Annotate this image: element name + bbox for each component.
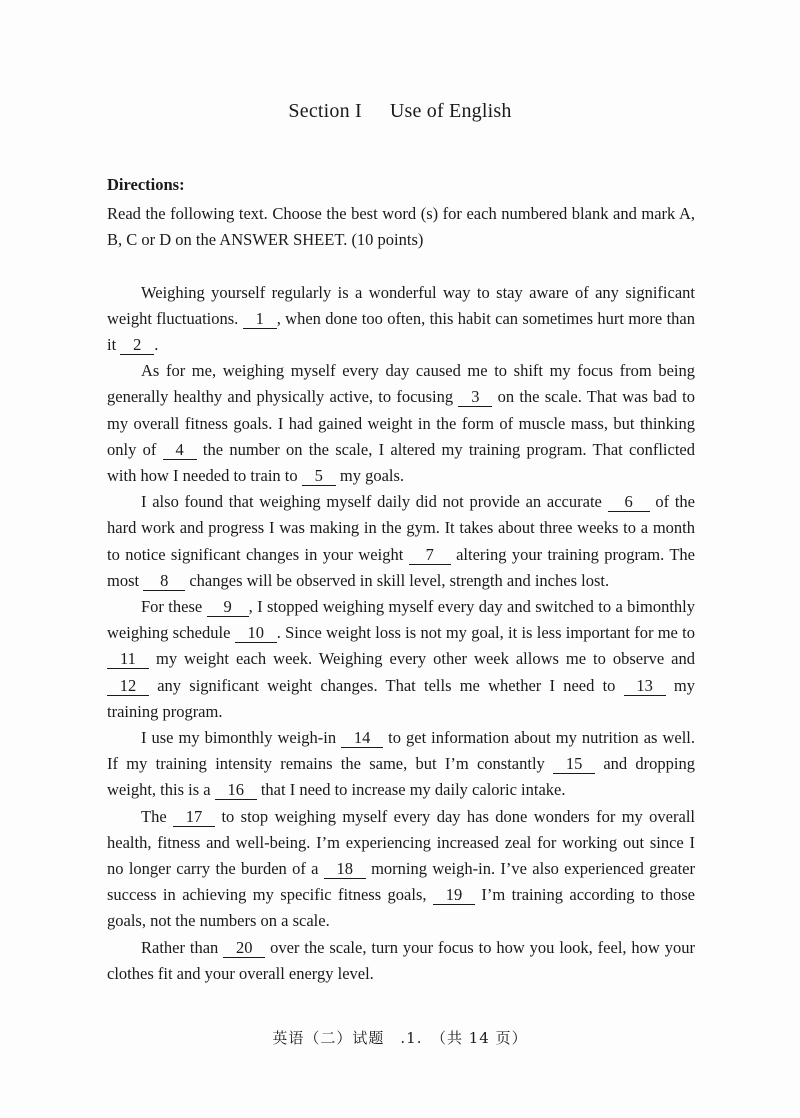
page-footer: 英语（二）试题 .1. （共 14 页） — [272, 1029, 528, 1047]
blank-20: 20 — [223, 939, 265, 958]
blank-12: 12 — [107, 677, 149, 696]
blank-7: 7 — [409, 546, 451, 565]
passage-paragraph-3 — [107, 489, 695, 594]
passage-text: altering your training program. The most — [107, 544, 695, 590]
blank-13: 13 — [624, 677, 666, 696]
blank-8: 8 — [143, 572, 185, 591]
passage-text: morning weigh-in. I’ve also experienced greater success in achieving my specific fitness goals, — [107, 859, 695, 905]
passage-paragraph-5 — [107, 725, 695, 804]
blank-9: 9 — [207, 598, 249, 617]
passage-text: any significant weight changes. That tells me whether I need to — [149, 675, 624, 695]
section-heading — [0, 100, 800, 123]
passage-text: Weighing yourself regularly is a wonderful way to stay aware of any significant weight fluctuations. — [107, 282, 695, 328]
passage-text: my goals. — [335, 466, 405, 486]
passage-text: to get information about my nutrition as well. If my training intensity remains the same, but I’m constantly — [107, 728, 695, 774]
section-name: Use of English — [389, 100, 512, 122]
passage-text: and dropping weight, this is a — [107, 754, 696, 800]
passage-text: changes will be observed in skill level, strength and inches lost. — [185, 570, 610, 590]
passage-text: on the scale. That was bad to my overall fitness goals. I had gained weight in the form of muscle mass, but thinking only of — [107, 387, 695, 459]
blank-4: 4 — [163, 441, 197, 460]
passage-text: the number on the scale, I altered my training program. That conflicted with how I needed to train to — [107, 439, 695, 486]
blank-5: 5 — [302, 467, 336, 486]
directions-label: Directions: — [107, 175, 185, 194]
blank-15: 15 — [553, 755, 595, 774]
passage-text: I also found that weighing myself daily did not provide an accurate — [141, 492, 608, 512]
passage-text: , I stopped weighing myself every day and switched to a bimonthly weighing schedule — [107, 597, 695, 643]
passage-text: of the hard work and progress I was making in the gym. It takes about three weeks to a month to notice significant changes in your weight — [107, 492, 695, 564]
exam-content — [107, 172, 695, 987]
passage-text: The — [141, 806, 174, 826]
blank-10: 10 — [235, 624, 277, 643]
blank-17: 17 — [173, 808, 215, 827]
passage-text: to stop weighing myself every day has done wonders for my overall health, fitness and well-being. I’m experiencing increased zeal for working out since I no longer carry the burden of a — [107, 806, 695, 879]
cloze-passage — [107, 280, 695, 987]
passage-text: . — [154, 335, 159, 355]
directions-text: Read the following text. Choose the best word (s) for each numbered blank and mark A, B, C or D on the ANSWER SHEET. (10 points) — [107, 204, 695, 250]
passage-text: Rather than — [141, 937, 224, 957]
passage-text: my weight each week. Weighing every other week allows me to observe and — [149, 649, 695, 669]
blank-18: 18 — [324, 860, 366, 879]
passage-text: For these — [141, 597, 207, 617]
passage-paragraph-7 — [107, 935, 695, 987]
blank-14: 14 — [341, 729, 383, 748]
blank-11: 11 — [107, 650, 149, 669]
passage-paragraph-4 — [107, 594, 695, 725]
section-number: Section I — [288, 100, 362, 122]
passage-text: I use my bimonthly weigh-in — [141, 728, 342, 748]
passage-text: I’m training according to those goals, not the numbers on a scale. — [107, 885, 695, 931]
passage-text: . Since weight loss is not my goal, it is less important for me to — [276, 623, 695, 643]
passage-text: that I need to increase my daily caloric intake. — [256, 780, 566, 800]
blank-3: 3 — [458, 388, 492, 407]
passage-paragraph-2 — [107, 358, 695, 489]
passage-paragraph-6 — [107, 804, 695, 935]
passage-text: over the scale, turn your focus to how you look, feel, how your clothes fit and your overall energy level. — [107, 937, 695, 983]
blank-1: 1 — [243, 310, 277, 329]
passage-text: , when done too often, this habit can sometimes hurt more than it — [107, 308, 696, 355]
blank-6: 6 — [608, 493, 650, 512]
blank-19: 19 — [433, 886, 475, 905]
passage-text: my training program. — [107, 675, 695, 721]
blank-16: 16 — [215, 781, 257, 800]
blank-2: 2 — [120, 336, 154, 355]
passage-paragraph-1 — [107, 280, 695, 359]
passage-text: As for me, weighing myself every day caused me to shift my focus from being generally healthy and physically active, to focusing — [107, 361, 695, 407]
